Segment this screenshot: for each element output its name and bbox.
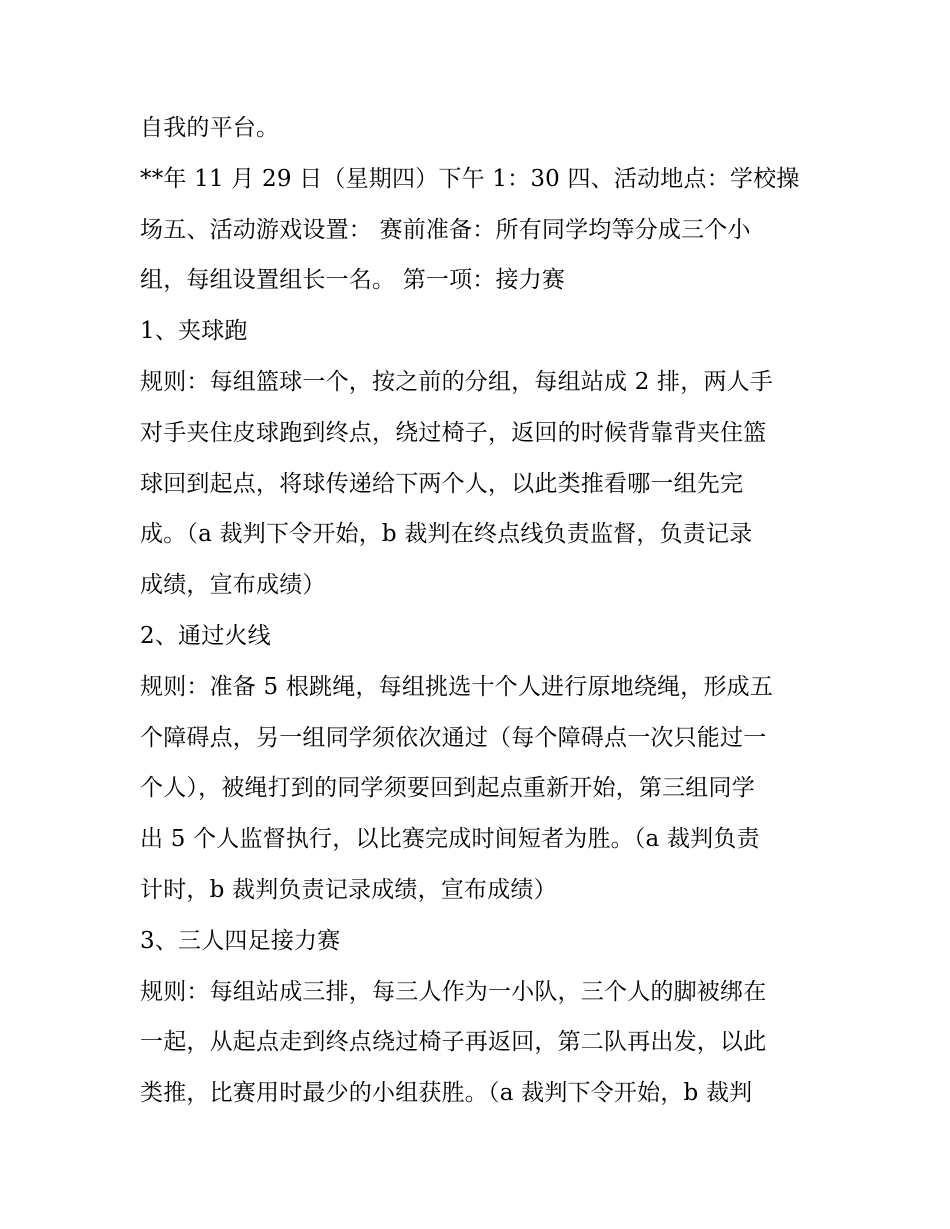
text-line: 规则：每组篮球一个，按之前的分组，每组站成 2 排，两人手	[140, 368, 774, 395]
text-line: 对手夹住皮球跑到终点，绕过椅子，返回的时候背靠背夹住篮	[140, 419, 767, 446]
text-line: 组，每组设置组长一名。 第一项：接力赛	[140, 267, 566, 294]
text-line: 计时，b 裁判负责记录成绩，宣布成绩）	[140, 876, 557, 903]
text-line: **年 11 月 29 日（星期四）下午 1：30 四、活动地点：学校操	[140, 165, 800, 192]
text-line: 一起，从起点走到终点绕过椅子再返回，第二队再出发，以此	[140, 1029, 767, 1056]
text-line: 成绩，宣布成绩）	[140, 572, 326, 599]
section-heading: 1、夹球跑	[140, 318, 248, 345]
text-line: 球回到起点，将球传递给下两个人，以此类推看哪一组先完	[140, 470, 744, 497]
text-line: 成。（a 裁判下令开始，b 裁判在终点线负责监督，负责记录	[140, 521, 753, 548]
section-heading: 3、三人四足接力赛	[140, 927, 341, 954]
document-body	[140, 103, 820, 1119]
text-line: 个人），被绳打到的同学须要回到起点重新开始，第三组同学	[140, 775, 755, 802]
text-line: 场五、活动游戏设置： 赛前准备：所有同学均等分成三个小	[140, 216, 751, 243]
section-heading: 2、通过火线	[140, 622, 271, 649]
text-line: 类推，比赛用时最少的小组获胜。（a 裁判下令开始，b 裁判	[140, 1080, 753, 1107]
text-line: 出 5 个人监督执行，以比赛完成时间短者为胜。（a 裁判负责	[140, 826, 760, 853]
text-line: 个障碍点，另一组同学须依次通过（每个障碍点一次只能过一	[140, 724, 767, 751]
text-line: 规则：每组站成三排，每三人作为一小队，三个人的脚被绑在	[140, 978, 767, 1005]
text-line: 自我的平台。	[140, 115, 280, 141]
text-line: 规则：准备 5 根跳绳，每组挑选十个人进行原地绕绳，形成五	[140, 673, 774, 700]
